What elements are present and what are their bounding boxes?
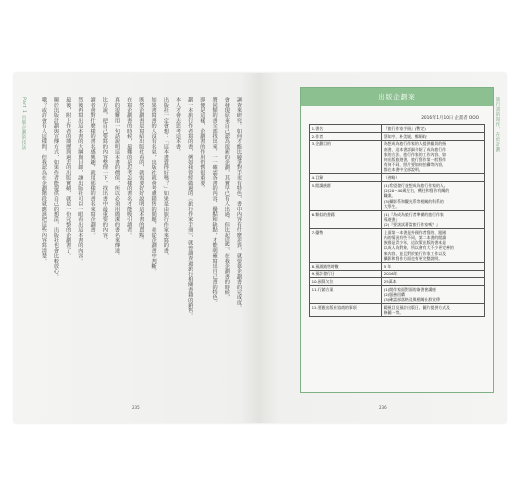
text-column: 會發現原來自己認為很新的企劃，其實早已有人出過。但比起這些，在我企劃書的時候，	[223, 97, 230, 300]
proposal-row-value	[382, 210, 485, 228]
proposal-row	[310, 182, 485, 211]
proposal-table	[309, 124, 485, 317]
proposal-value-line: (1)希望發行並想成為旅行作家的人。	[383, 183, 448, 188]
proposal-row-label: 3.企劃目的	[310, 140, 382, 174]
proposal-row	[310, 132, 485, 140]
proposal-value-line: (3)確認部落格及與相關社群宣傳	[383, 297, 440, 303]
proposal-row	[310, 278, 485, 286]
proposal-value-line: (1)『為成為旅行者準備的旅行作家	[383, 211, 444, 217]
proposal-row-value	[382, 229, 485, 263]
text-column: 最後，附上作者的簡歷與過去的出版實績，就是一份完整的企劃書了。	[65, 97, 72, 259]
proposal-value-line: 導遊書』	[383, 216, 400, 222]
text-column: 將同類的書全部找出來，一一確認各書的內容、優點和缺點，才能明確寫出自己書的特色。	[211, 97, 218, 305]
text-column: 既然企劃書是寫給出版社看的，就需要好好說明這本書的賣點。	[138, 97, 145, 243]
publishing-proposal-form	[300, 87, 494, 393]
proposal-value-line: 內的情況有些不同，第二本書的閱讀	[383, 235, 447, 241]
proposal-row-value	[382, 132, 485, 140]
text-column: 本人才會去思考這本書。	[175, 97, 181, 155]
text-column: 劃一本旅行作者寫的書，例如我曾經做過的《旅行作家手冊》，就曾調查過旅行相關書籍的銷售。	[187, 97, 194, 318]
right-running-head: 旅行書的寫作，在於計劃	[495, 97, 500, 152]
proposal-value-line: 5 年	[383, 263, 392, 269]
proposal-value-line: (2)『要該試著當旅行作家嗎？』	[383, 222, 440, 228]
text-column: 讀者會對什麼樣的書名感興趣，就用那樣的書名來寫企劃書。	[89, 97, 96, 238]
proposal-row-value	[382, 174, 485, 182]
proposal-value-line: 修圖一等。	[383, 310, 404, 316]
proposal-row-label: 2.作者	[310, 132, 382, 140]
proposal-value-line: 族群是青少年，這次策出版的書本是	[383, 240, 447, 246]
proposal-row-label: 11.行銷方案	[310, 286, 382, 304]
text-column: 即便是這樣，企劃書的作用仍舊很重要。	[199, 97, 206, 191]
proposal-value-line: 何出版旅遊書，旅行寫作第一般寫作	[383, 157, 447, 162]
proposal-row	[310, 174, 485, 182]
proposal-row	[310, 210, 485, 228]
text-column: 哦？或許會有人這樣問，但我認為在企劃階段就應該把這些內容寫清楚。	[40, 97, 47, 264]
proposal-row-value	[382, 140, 485, 174]
proposal-row-label: 1.書名	[310, 125, 382, 133]
proposal-value-line: 有何不同，照片要如何拍攝等內容，	[383, 162, 447, 168]
proposal-row	[310, 304, 485, 317]
proposal-row-label: 12.要跟出版社協商的事項	[310, 304, 382, 317]
proposal-row-value	[382, 125, 485, 133]
proposal-value-line: 以成人為對象，所以會有大不少更完善的	[383, 245, 454, 251]
proposal-value-line: 攝影和寫作方面也有更完整說明。	[383, 255, 443, 261]
proposal-row-label: 4.目錄	[310, 174, 382, 182]
proposal-value-line: 範視目及預計出版日，圖片提供方式及	[383, 305, 450, 311]
proposal-value-line: 來內容，並且對於旅行作家工作以及	[383, 250, 447, 256]
proposal-row-value	[382, 304, 485, 317]
proposal-value-line: 25萬本	[383, 279, 397, 285]
text-column: 然後再寫出這本書的大綱與目錄，讓出版社可以一眼看出這本書的內容。	[77, 97, 84, 264]
text-column: 比方說，把自己要寫的內容整理一下，找出書中最重要的內容，	[101, 97, 108, 243]
proposal-row-label: 7.優勢	[310, 229, 382, 263]
proposal-row	[310, 125, 485, 133]
proposal-row-value	[382, 262, 485, 270]
text-column: 在寫企劃書的時候，最難的是思考怎樣的書名才能吸引讀者。	[126, 97, 133, 238]
proposal-value-line: 家的方法、旅行作家的工作內容、如	[383, 151, 447, 157]
text-column: 關於出版計劃與宣傳方式，如果作者能提供自己的想法，出版社也會比較放心。	[53, 97, 59, 279]
text-column: 調查來研究。如何才能比競爭對手更有特色，書中內容有什麼差異，就要靠企劃書的完成度。	[236, 97, 242, 311]
text-column: 真的很難用一句話說明這本書的價值，所以必須用簡潔的書名來傳達。	[114, 97, 120, 259]
left-page-number: 235	[132, 405, 140, 410]
proposal-title: 出版企劃案	[301, 88, 493, 106]
left-page	[14, 73, 260, 423]
proposal-row-label: 10.預算欠位	[310, 278, 382, 286]
proposal-value-line: 上面第一本書是外國作者寫的，跟國	[383, 229, 447, 235]
proposal-value-line: (3)攝影系和觀光系等相關的科系的	[383, 198, 444, 204]
proposal-value-line: (1)開作家面對面的簽書會講座	[383, 287, 436, 293]
proposal-row	[310, 262, 485, 270]
proposal-value-line: 職業。	[383, 193, 396, 199]
proposal-value-line: 為想成為旅行作家的人提供親切的指	[383, 141, 447, 147]
book-spread	[14, 73, 506, 423]
text-column: 出版社一定會想：「這本書賣得好嗎？」如果是由旅行作家來寫的書，	[162, 97, 169, 259]
proposal-value-line: 大學生。	[383, 203, 400, 209]
proposal-value-line: 『旅行作家手冊』(暫定)	[383, 125, 426, 131]
proposal-row-value	[382, 182, 485, 211]
proposal-value-line: 2016年	[383, 271, 398, 277]
proposal-row	[310, 270, 485, 278]
right-page	[260, 73, 506, 423]
proposal-row-label: 5.閱讀族群	[310, 182, 382, 211]
proposal-value-line: (2)20~40歲左右，嚮往和寫作有關的	[383, 188, 450, 194]
proposal-row-label: 8.預測銷售時數	[310, 262, 382, 270]
proposal-row-value	[382, 278, 485, 286]
proposal-value-line: （省略）	[383, 175, 400, 181]
proposal-row	[310, 286, 485, 304]
proposal-value-line: 都在本書中全部說明。	[383, 167, 423, 173]
proposal-value-line: (2)服務回購	[383, 292, 405, 298]
proposal-row-value	[382, 286, 485, 304]
proposal-row	[310, 140, 485, 174]
proposal-value-line: 蔡知亨、朴美媛、鄭絹昀	[383, 133, 427, 139]
left-running-head: Part 1 出版企劃的技法	[21, 97, 26, 151]
proposal-row-label: 6.類似的書籍	[310, 210, 382, 228]
proposal-row-label: 9.預計發行日	[310, 270, 382, 278]
proposal-row	[310, 229, 485, 263]
right-page-number: 236	[379, 405, 387, 410]
proposal-value-line: 南書，這本書詳細介紹了成為旅行作	[383, 146, 447, 152]
text-column: 如果書寫書的人沒有名氣，出版社就會考慮銷售的問題，並從企劃書中判斷。	[150, 97, 157, 274]
proposal-date-line: 2016年1月10日 企畫者 OOO	[421, 116, 479, 121]
proposal-row-value	[382, 270, 485, 278]
